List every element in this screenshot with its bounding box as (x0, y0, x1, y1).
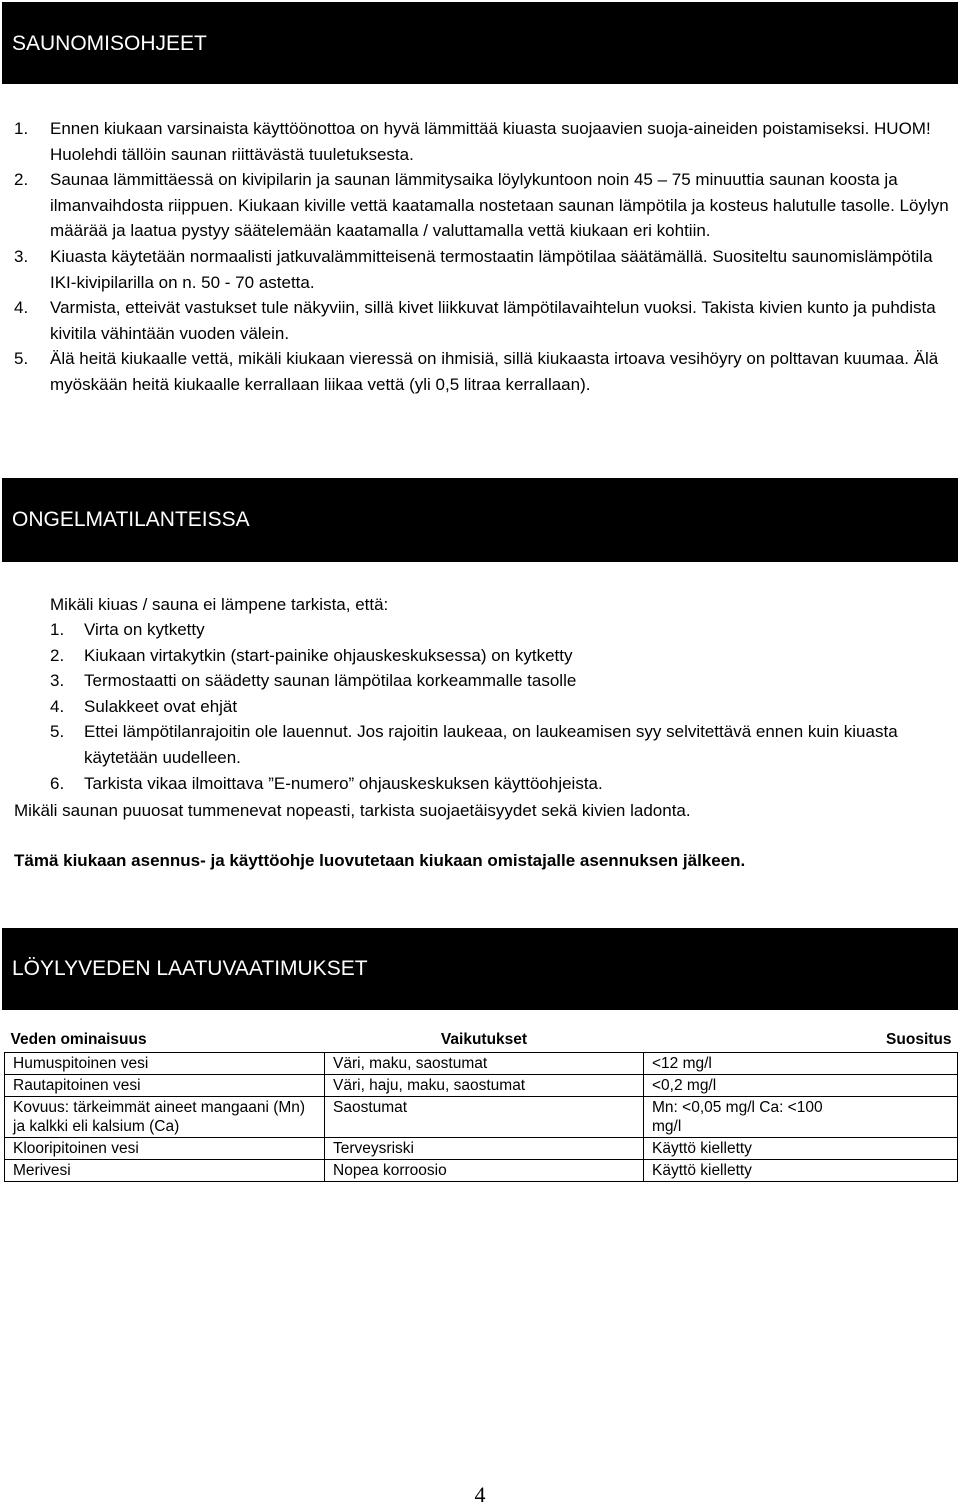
table-cell: Saostumat (325, 1097, 644, 1138)
table-cell: Mn: <0,05 mg/l Ca: <100 mg/l (644, 1097, 958, 1138)
section-title: ONGELMATILANTEISSA (12, 508, 250, 531)
section-title: SAUNOMISOHJEET (12, 32, 207, 55)
item-number: 6. (50, 773, 65, 793)
table-row (5, 1075, 958, 1097)
item-number: 1. (14, 119, 29, 138)
list-item (50, 694, 955, 720)
item-text: Ennen kiukaan varsinaista käyttöönottoa on hyvä lämmittää kiuasta suojaavien suoja-aineiden poistamiseksi. HUOM! Huolehdi tällöin saunan riittävästä tuuletuksesta. (50, 119, 931, 164)
table-row (5, 1097, 958, 1138)
table-cell: Käyttö kielletty (644, 1138, 958, 1160)
item-text: Varmista, etteivät vastukset tule näkyviin, sillä kivet liikkuvat lämpötilavaihtelun vuoksi. Takista kivien kunto ja puhdista kivitila vähintään vuoden välein. (50, 298, 936, 343)
item-text: Virta on kytketty (84, 620, 205, 639)
item-number: 4. (50, 696, 65, 716)
handover-note: Tämä kiukaan asennus- ja käyttöohje luovutetaan kiukaan omistajalle asennuksen jälkeen. (14, 851, 746, 870)
item-number: 5. (14, 349, 29, 369)
column-header: Veden ominaisuus (10, 1031, 147, 1048)
table-cell: Väri, haju, maku, saostumat (325, 1075, 644, 1097)
item-text: Termostaatti on säädetty saunan lämpötilaa korkeammalle tasolle (84, 671, 577, 691)
item-number: 3. (50, 671, 65, 691)
table-cell: Terveysriski (325, 1138, 644, 1160)
list-item (14, 346, 949, 397)
table-cell: Kovuus: tärkeimmät aineet mangaani (Mn) ja kalkki eli kalsium (Ca) (5, 1097, 325, 1138)
item-number: 2. (50, 645, 65, 665)
table-row (5, 1160, 958, 1182)
list-item (14, 244, 949, 295)
section-header-sauna (2, 2, 958, 84)
table-cell: Merivesi (5, 1160, 325, 1182)
list-item (50, 668, 955, 694)
table-cell: Rautapitoinen vesi (5, 1075, 325, 1097)
item-text: Älä heitä kiukaalle vettä, mikäli kiukaan vieressä on ihmisiä, sillä kiukaasta irtoava vesihöyry on polttavan kuumaa. Älä myöskään heitä kiukaalle kerrallaan liikaa vettä (yli 0,5 litraa kerrallaan). (50, 349, 939, 394)
item-text: Tarkista vikaa ilmoittava ”E-numero” ohjauskeskuksen käyttöohjeista. (84, 773, 603, 793)
table-cell: Käyttö kielletty (644, 1160, 958, 1182)
item-text: Saunaa lämmittäessä on kivipilarin ja saunan lämmitysaika löylykuntoon noin 45 – 75 minuuttia saunan koosta ja ilmanvaihdosta riippuen. Kiukaan kiville vettä kaatamalla nostetaan saunan lämpötila ja kosteus halutulle tasolle. Löylyn määrää ja laatua pystyy säätelemään kaatamalla / valuttamalla vettä kiukaan eri kohtiin. (50, 170, 949, 241)
list-item (50, 719, 955, 770)
table-row (5, 1138, 958, 1160)
table-cell: Väri, maku, saostumat (325, 1053, 644, 1075)
item-number: 1. (50, 620, 65, 639)
section-header-trouble (2, 478, 958, 562)
section-title: LÖYLYVEDEN LAATUVAATIMUKSET (12, 957, 368, 980)
table-header-row (5, 1030, 958, 1053)
item-number: 4. (14, 298, 29, 318)
table-cell: Klooripitoinen vesi (5, 1138, 325, 1160)
list-item (50, 643, 955, 669)
table-cell: <0,2 mg/l (644, 1075, 958, 1097)
table-cell: Humuspitoinen vesi (5, 1053, 325, 1075)
item-text: Ettei lämpötilanrajoitin ole lauennut. Jos rajoitin laukeaa, on laukeamisen syy selvitettävä ennen kuin kiuasta käytetään uudelleen. (84, 722, 898, 767)
table-cell: <12 mg/l (644, 1053, 958, 1075)
trouble-checks-list (50, 617, 955, 796)
list-item (14, 295, 949, 346)
list-item (50, 771, 955, 797)
table-cell: Nopea korroosio (325, 1160, 644, 1182)
list-item (14, 116, 949, 167)
item-number: 5. (50, 722, 65, 742)
column-header: Vaikutukset (440, 1031, 528, 1048)
trouble-note: Mikäli saunan puuosat tummenevat nopeasti, tarkista suojaetäisyydet sekä kivien ladonta. (14, 801, 691, 820)
list-item (14, 167, 949, 244)
list-item (50, 617, 955, 643)
water-quality-table (4, 1030, 958, 1182)
section-header-water (2, 928, 958, 1010)
sauna-steps-list (14, 116, 949, 398)
table-row (5, 1053, 958, 1075)
trouble-intro: Mikäli kiuas / sauna ei lämpene tarkista, että: (50, 595, 389, 614)
item-text: Kiukaan virtakytkin (start-painike ohjauskeskuksessa) on kytketty (84, 645, 573, 665)
page-number: 4 (474, 1482, 486, 1507)
item-text: Sulakkeet ovat ehjät (84, 696, 238, 716)
item-text: Kiuasta käytetään normaalisti jatkuvalämmitteisenä termostaatin lämpötilaa säätämällä. Suositeltu saunomislämpötila IKI-kivipilarilla on n. 50 - 70 astetta. (50, 246, 933, 292)
item-number: 3. (14, 246, 29, 266)
column-header: Suositus (886, 1031, 952, 1048)
item-number: 2. (14, 170, 29, 190)
